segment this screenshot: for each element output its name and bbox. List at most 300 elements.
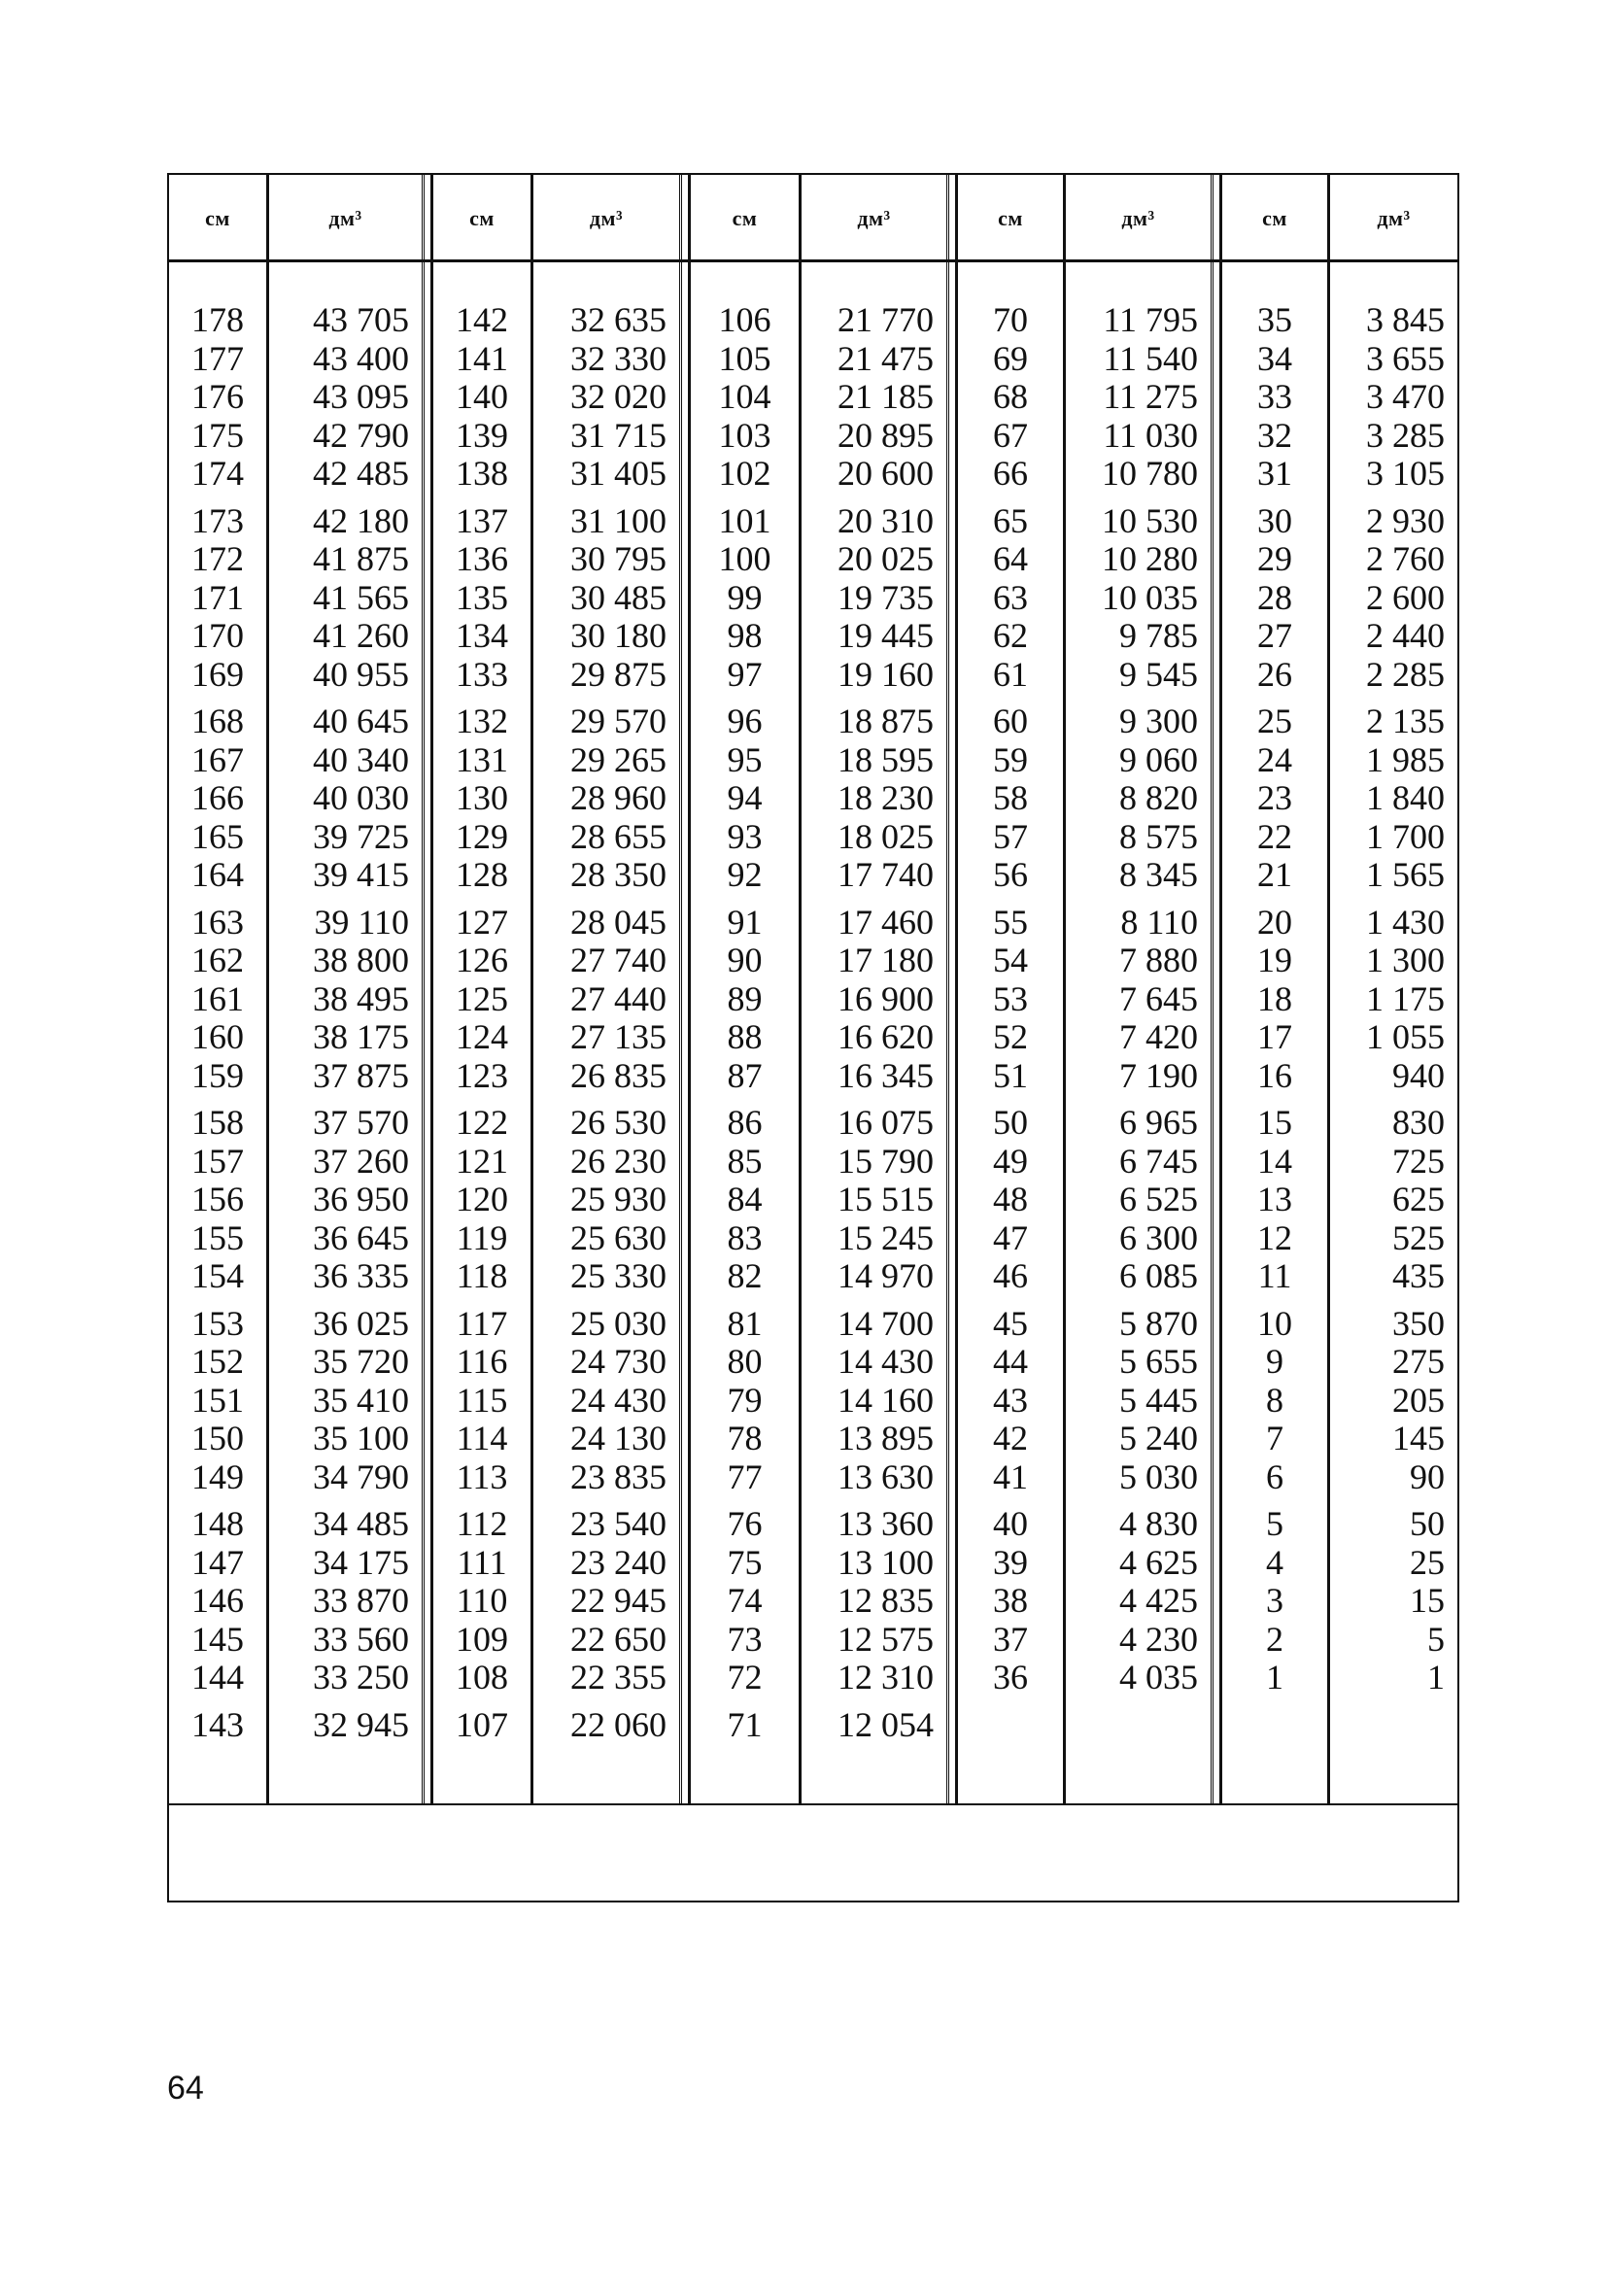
cell-dm3: 5 240	[1119, 1419, 1198, 1457]
cell-cm: 23	[1257, 778, 1292, 817]
cell-dm3: 25	[1410, 1542, 1445, 1582]
cell-cm: 69	[993, 338, 1028, 378]
cell-dm3: 19 735	[838, 577, 934, 617]
cell-dm3: 16 900	[838, 978, 934, 1018]
cell-cm: 59	[993, 739, 1028, 779]
row-group	[269, 301, 415, 494]
cell-dm3: 28 350	[570, 855, 667, 894]
column-cm	[958, 301, 1063, 1706]
cell-dm3: 1 565	[1366, 855, 1445, 894]
cell-dm3: 11 030	[1103, 415, 1198, 455]
cell-dm3: 15 790	[838, 1141, 934, 1181]
cell-cm: 82	[727, 1256, 763, 1295]
cell-cm: 86	[727, 1103, 763, 1142]
cell-cm: 58	[993, 778, 1028, 817]
cell-cm: 167	[191, 739, 244, 779]
header-dm3: дм³	[857, 206, 891, 230]
row-group	[802, 502, 940, 695]
cell-cm: 139	[456, 415, 508, 455]
cell-cm: 11	[1257, 1256, 1292, 1295]
row-group	[958, 502, 1063, 695]
cell-dm3: 36 950	[313, 1180, 409, 1218]
row-group	[533, 703, 672, 895]
cell-cm: 175	[191, 415, 244, 455]
cell-cm: 30	[1257, 500, 1292, 540]
row-group	[1222, 1505, 1327, 1697]
cell-dm3: 32 330	[570, 338, 667, 378]
cell-dm3: 8 110	[1120, 902, 1198, 942]
row-group	[433, 703, 530, 895]
cell-dm3: 40 340	[313, 739, 409, 779]
cell-cm: 178	[191, 300, 244, 339]
cell-dm3: 2 135	[1366, 702, 1445, 740]
cell-dm3: 12 575	[838, 1619, 934, 1659]
cell-cm: 88	[727, 1017, 763, 1056]
cell-cm: 96	[727, 702, 763, 740]
cell-dm3: 38 800	[313, 941, 409, 979]
cell-dm3: 30 180	[570, 616, 667, 655]
cell-cm: 112	[456, 1504, 508, 1543]
cell-dm3: 16 075	[838, 1103, 934, 1142]
cell-cm: 33	[1257, 377, 1292, 416]
cell-cm: 153	[191, 1303, 244, 1343]
cell-dm3: 27 135	[570, 1017, 667, 1056]
column-dm3	[802, 301, 940, 1753]
row-group	[1330, 904, 1451, 1096]
cell-cm: 177	[191, 338, 244, 378]
cell-dm3: 41 565	[313, 577, 409, 617]
header-cm: см	[1262, 206, 1287, 230]
cell-dm3: 1 300	[1366, 941, 1445, 979]
cell-dm3: 20 600	[838, 454, 934, 493]
cell-dm3: 7 880	[1119, 941, 1198, 979]
cell-dm3: 20 025	[838, 539, 934, 578]
cell-cm: 131	[456, 739, 508, 779]
cell-dm3: 9 060	[1119, 739, 1198, 779]
cell-cm: 51	[993, 1055, 1028, 1095]
cell-cm: 126	[456, 941, 508, 979]
cell-dm3: 1 840	[1366, 778, 1445, 817]
header-dm3: дм³	[328, 206, 362, 230]
cell-cm: 102	[718, 454, 771, 493]
cell-cm: 174	[191, 454, 244, 493]
cell-dm3: 2 930	[1366, 500, 1445, 540]
cell-cm: 125	[456, 978, 508, 1018]
cell-cm: 100	[718, 539, 771, 578]
cell-dm3: 11 795	[1103, 300, 1198, 339]
row-group	[169, 904, 266, 1096]
cell-cm: 31	[1257, 454, 1292, 493]
cell-cm: 138	[456, 454, 508, 493]
cell-cm: 60	[993, 702, 1028, 740]
cell-cm: 113	[456, 1456, 508, 1496]
cell-cm: 105	[718, 338, 771, 378]
row-group	[1066, 904, 1204, 1096]
cell-dm3: 6 525	[1119, 1180, 1198, 1218]
row-group	[1222, 703, 1327, 895]
cell-dm3: 14 160	[838, 1380, 934, 1420]
row-group	[169, 1104, 266, 1296]
row-group	[269, 502, 415, 695]
column-divider-double	[946, 175, 958, 1805]
header-dm3: дм³	[1121, 206, 1155, 230]
cell-cm: 134	[456, 616, 508, 655]
cell-cm: 34	[1257, 338, 1292, 378]
column-dm3	[533, 301, 672, 1753]
row-group	[691, 502, 799, 695]
cell-dm3: 4 625	[1119, 1542, 1198, 1582]
cell-dm3: 30 485	[570, 577, 667, 617]
cell-cm: 53	[993, 978, 1028, 1018]
cell-dm3: 4 425	[1119, 1581, 1198, 1620]
cell-cm: 42	[993, 1419, 1028, 1457]
cell-cm: 93	[727, 816, 763, 856]
cell-cm: 144	[191, 1658, 244, 1696]
cell-dm3: 28 655	[570, 816, 667, 856]
cell-cm: 115	[456, 1380, 508, 1420]
cell-dm3: 35 410	[313, 1380, 409, 1420]
cell-cm: 25	[1257, 702, 1292, 740]
cell-dm3: 37 875	[313, 1055, 409, 1095]
cell-cm: 155	[191, 1217, 244, 1257]
row-group	[269, 904, 415, 1096]
cell-cm: 101	[718, 500, 771, 540]
cell-cm: 145	[191, 1619, 244, 1659]
row-group	[802, 1305, 940, 1497]
cell-cm: 40	[993, 1504, 1028, 1543]
row-group	[269, 1305, 415, 1497]
cell-cm: 98	[727, 616, 763, 655]
cell-dm3: 3 655	[1366, 338, 1445, 378]
cell-dm3: 32 020	[570, 377, 667, 416]
cell-dm3: 5 030	[1119, 1456, 1198, 1496]
cell-cm: 124	[456, 1017, 508, 1056]
cell-dm3: 10 780	[1102, 454, 1198, 493]
cell-dm3: 33 870	[313, 1581, 409, 1620]
cell-dm3: 18 875	[838, 702, 934, 740]
row-group	[269, 1505, 415, 1697]
row-group	[691, 301, 799, 494]
cell-dm3: 25 930	[570, 1180, 667, 1218]
cell-dm3: 50	[1410, 1504, 1445, 1543]
cell-cm: 172	[191, 539, 244, 578]
cell-cm: 170	[191, 616, 244, 655]
cell-dm3: 36 335	[313, 1256, 409, 1295]
cell-dm3: 830	[1392, 1103, 1445, 1142]
cell-cm: 6	[1266, 1456, 1283, 1496]
row-group	[533, 1305, 672, 1497]
row-group	[433, 1104, 530, 1296]
cell-dm3: 8 820	[1119, 778, 1198, 817]
cell-dm3: 23 835	[570, 1456, 667, 1496]
column-dm3	[1330, 301, 1451, 1706]
cell-dm3: 12 310	[838, 1658, 934, 1696]
cell-cm: 147	[191, 1542, 244, 1582]
cell-cm: 15	[1257, 1103, 1292, 1142]
cell-dm3: 3 845	[1366, 300, 1445, 339]
row-group	[269, 703, 415, 895]
cell-dm3: 1	[1427, 1658, 1445, 1696]
cell-dm3: 17 180	[838, 941, 934, 979]
cell-cm: 18	[1257, 978, 1292, 1018]
cell-cm: 168	[191, 702, 244, 740]
row-group	[1222, 301, 1327, 494]
cell-cm: 141	[456, 338, 508, 378]
row-group	[802, 904, 940, 1096]
cell-dm3: 7 645	[1119, 978, 1198, 1018]
row-group	[1330, 703, 1451, 895]
cell-cm: 130	[456, 778, 508, 817]
cell-cm: 4	[1266, 1542, 1283, 1582]
cell-dm3: 31 715	[570, 415, 667, 455]
row-group	[533, 904, 672, 1096]
cell-dm3: 15 515	[838, 1180, 934, 1218]
cell-cm: 35	[1257, 300, 1292, 339]
row-group	[533, 1104, 672, 1296]
cell-dm3: 26 530	[570, 1103, 667, 1142]
cell-dm3: 13 630	[838, 1456, 934, 1496]
cell-cm: 95	[727, 739, 763, 779]
cell-cm: 21	[1257, 855, 1292, 894]
cell-cm: 132	[456, 702, 508, 740]
cell-dm3: 23 540	[570, 1504, 667, 1543]
cell-dm3: 38 495	[313, 978, 409, 1018]
cell-cm: 70	[993, 300, 1028, 339]
cell-dm3: 940	[1392, 1055, 1445, 1095]
row-group	[802, 1505, 940, 1697]
cell-cm: 75	[727, 1542, 763, 1582]
cell-cm: 156	[191, 1180, 244, 1218]
cell-cm: 66	[993, 454, 1028, 493]
cell-cm: 1	[1266, 1658, 1283, 1696]
cell-cm: 103	[718, 415, 771, 455]
cell-cm: 47	[993, 1217, 1028, 1257]
cell-dm3: 11 540	[1103, 338, 1198, 378]
cell-dm3: 40 645	[313, 702, 409, 740]
cell-dm3: 31 405	[570, 454, 667, 493]
cell-dm3: 41 875	[313, 539, 409, 578]
column-divider-double	[1211, 175, 1222, 1805]
cell-cm: 157	[191, 1141, 244, 1181]
cell-dm3: 39 725	[313, 816, 409, 856]
row-group	[691, 1706, 799, 1745]
cell-cm: 71	[727, 1704, 763, 1744]
cell-dm3: 1 175	[1366, 978, 1445, 1018]
cell-cm: 73	[727, 1619, 763, 1659]
cell-cm: 68	[993, 377, 1028, 416]
cell-cm: 176	[191, 377, 244, 416]
cell-dm3: 37 570	[313, 1103, 409, 1142]
cell-cm: 12	[1257, 1217, 1292, 1257]
cell-dm3: 4 230	[1119, 1619, 1198, 1659]
row-group	[169, 1505, 266, 1697]
cell-dm3: 26 835	[570, 1055, 667, 1095]
cell-cm: 5	[1266, 1504, 1283, 1543]
cell-cm: 104	[718, 377, 771, 416]
cell-cm: 14	[1257, 1141, 1292, 1181]
cell-dm3: 25 030	[570, 1303, 667, 1343]
cell-dm3: 42 180	[313, 500, 409, 540]
row-group	[533, 1706, 672, 1745]
cell-dm3: 16 620	[838, 1017, 934, 1056]
cell-cm: 169	[191, 654, 244, 694]
cell-cm: 162	[191, 941, 244, 979]
column-dm3	[269, 301, 415, 1753]
cell-dm3: 13 100	[838, 1542, 934, 1582]
cell-cm: 150	[191, 1419, 244, 1457]
cell-dm3: 22 945	[570, 1581, 667, 1620]
cell-cm: 2	[1266, 1619, 1283, 1659]
cell-cm: 39	[993, 1542, 1028, 1582]
page-number: 64	[167, 2070, 204, 2107]
cell-dm3: 6 300	[1119, 1217, 1198, 1257]
cell-dm3: 10 530	[1102, 500, 1198, 540]
cell-dm3: 18 025	[838, 816, 934, 856]
cell-cm: 67	[993, 415, 1028, 455]
cell-cm: 97	[727, 654, 763, 694]
cell-dm3: 35 100	[313, 1419, 409, 1457]
cell-dm3: 31 100	[570, 500, 667, 540]
cell-cm: 77	[727, 1456, 763, 1496]
column-divider-double	[422, 175, 433, 1805]
cell-dm3: 36 645	[313, 1217, 409, 1257]
cell-dm3: 3 285	[1366, 415, 1445, 455]
cell-dm3: 34 485	[313, 1504, 409, 1543]
cell-cm: 165	[191, 816, 244, 856]
cell-dm3: 9 300	[1119, 702, 1198, 740]
cell-dm3: 275	[1392, 1342, 1445, 1381]
row-group	[1330, 301, 1451, 494]
cell-cm: 10	[1257, 1303, 1292, 1343]
row-group	[433, 1505, 530, 1697]
cell-dm3: 33 560	[313, 1619, 409, 1659]
row-group	[958, 1305, 1063, 1497]
cell-cm: 111	[457, 1542, 507, 1582]
cell-cm: 109	[456, 1619, 508, 1659]
cell-dm3: 16 345	[838, 1055, 934, 1095]
cell-cm: 163	[191, 902, 244, 942]
cell-dm3: 43 095	[313, 377, 409, 416]
cell-dm3: 23 240	[570, 1542, 667, 1582]
cell-cm: 137	[456, 500, 508, 540]
cell-cm: 3	[1266, 1581, 1283, 1620]
cell-cm: 110	[456, 1581, 508, 1620]
cell-dm3: 90	[1410, 1456, 1445, 1496]
row-group	[802, 703, 940, 895]
cell-dm3: 15 245	[838, 1217, 934, 1257]
row-group	[1222, 502, 1327, 695]
cell-dm3: 625	[1392, 1180, 1445, 1218]
cell-dm3: 17 740	[838, 855, 934, 894]
cell-dm3: 42 485	[313, 454, 409, 493]
cell-cm: 85	[727, 1141, 763, 1181]
cell-dm3: 13 360	[838, 1504, 934, 1543]
cell-dm3: 20 310	[838, 500, 934, 540]
row-group	[1066, 1505, 1204, 1697]
cell-cm: 122	[456, 1103, 508, 1142]
header-cm: см	[998, 206, 1023, 230]
cell-cm: 80	[727, 1342, 763, 1381]
cell-cm: 63	[993, 577, 1028, 617]
cell-cm: 87	[727, 1055, 763, 1095]
cell-cm: 46	[993, 1256, 1028, 1295]
cell-cm: 72	[727, 1658, 763, 1696]
cell-dm3: 14 700	[838, 1303, 934, 1343]
cell-dm3: 14 970	[838, 1256, 934, 1295]
cell-dm3: 11 275	[1103, 377, 1198, 416]
cell-cm: 9	[1266, 1342, 1283, 1381]
cell-dm3: 12 835	[838, 1581, 934, 1620]
cell-cm: 136	[456, 539, 508, 578]
cell-cm: 171	[191, 577, 244, 617]
row-group	[433, 301, 530, 494]
cell-dm3: 205	[1392, 1380, 1445, 1420]
row-group	[169, 502, 266, 695]
row-group	[958, 301, 1063, 494]
cell-dm3: 1 430	[1366, 902, 1445, 942]
cell-dm3: 6 965	[1119, 1103, 1198, 1142]
cell-dm3: 9 785	[1119, 616, 1198, 655]
row-group	[533, 502, 672, 695]
cell-dm3: 43 705	[313, 300, 409, 339]
cell-cm: 17	[1257, 1017, 1292, 1056]
cell-cm: 36	[993, 1658, 1028, 1696]
cell-cm: 48	[993, 1180, 1028, 1218]
cell-cm: 143	[191, 1704, 244, 1744]
row-group	[269, 1706, 415, 1745]
row-group	[802, 1104, 940, 1296]
cell-cm: 13	[1257, 1180, 1292, 1218]
cell-dm3: 1 055	[1366, 1017, 1445, 1056]
cell-dm3: 24 430	[570, 1380, 667, 1420]
row-group	[958, 703, 1063, 895]
column-cm	[691, 301, 799, 1753]
cell-cm: 81	[727, 1303, 763, 1343]
cell-dm3: 36 025	[313, 1303, 409, 1343]
cell-cm: 19	[1257, 941, 1292, 979]
cell-dm3: 19 445	[838, 616, 934, 655]
column-cm	[1222, 301, 1327, 1706]
cell-dm3: 5	[1427, 1619, 1445, 1659]
column-cm	[433, 301, 530, 1753]
cell-dm3: 38 175	[313, 1017, 409, 1056]
cell-cm: 65	[993, 500, 1028, 540]
cell-cm: 16	[1257, 1055, 1292, 1095]
cell-cm: 173	[191, 500, 244, 540]
cell-cm: 41	[993, 1456, 1028, 1496]
row-group	[691, 703, 799, 895]
cell-dm3: 7 190	[1119, 1055, 1198, 1095]
cell-cm: 83	[727, 1217, 763, 1257]
cell-cm: 32	[1257, 415, 1292, 455]
row-group	[958, 1505, 1063, 1697]
volume-table	[167, 173, 1459, 1902]
cell-dm3: 29 875	[570, 654, 667, 694]
cell-cm: 79	[727, 1380, 763, 1420]
cell-cm: 117	[456, 1303, 508, 1343]
cell-cm: 62	[993, 616, 1028, 655]
cell-cm: 90	[727, 941, 763, 979]
cell-dm3: 18 230	[838, 778, 934, 817]
cell-cm: 99	[727, 577, 763, 617]
header-cm: см	[732, 206, 758, 230]
header-cm: см	[205, 206, 230, 230]
cell-dm3: 33 250	[313, 1658, 409, 1696]
cell-dm3: 8 575	[1119, 816, 1198, 856]
cell-dm3: 12 054	[838, 1704, 934, 1744]
cell-dm3: 2 440	[1366, 616, 1445, 655]
cell-dm3: 25 330	[570, 1256, 667, 1295]
